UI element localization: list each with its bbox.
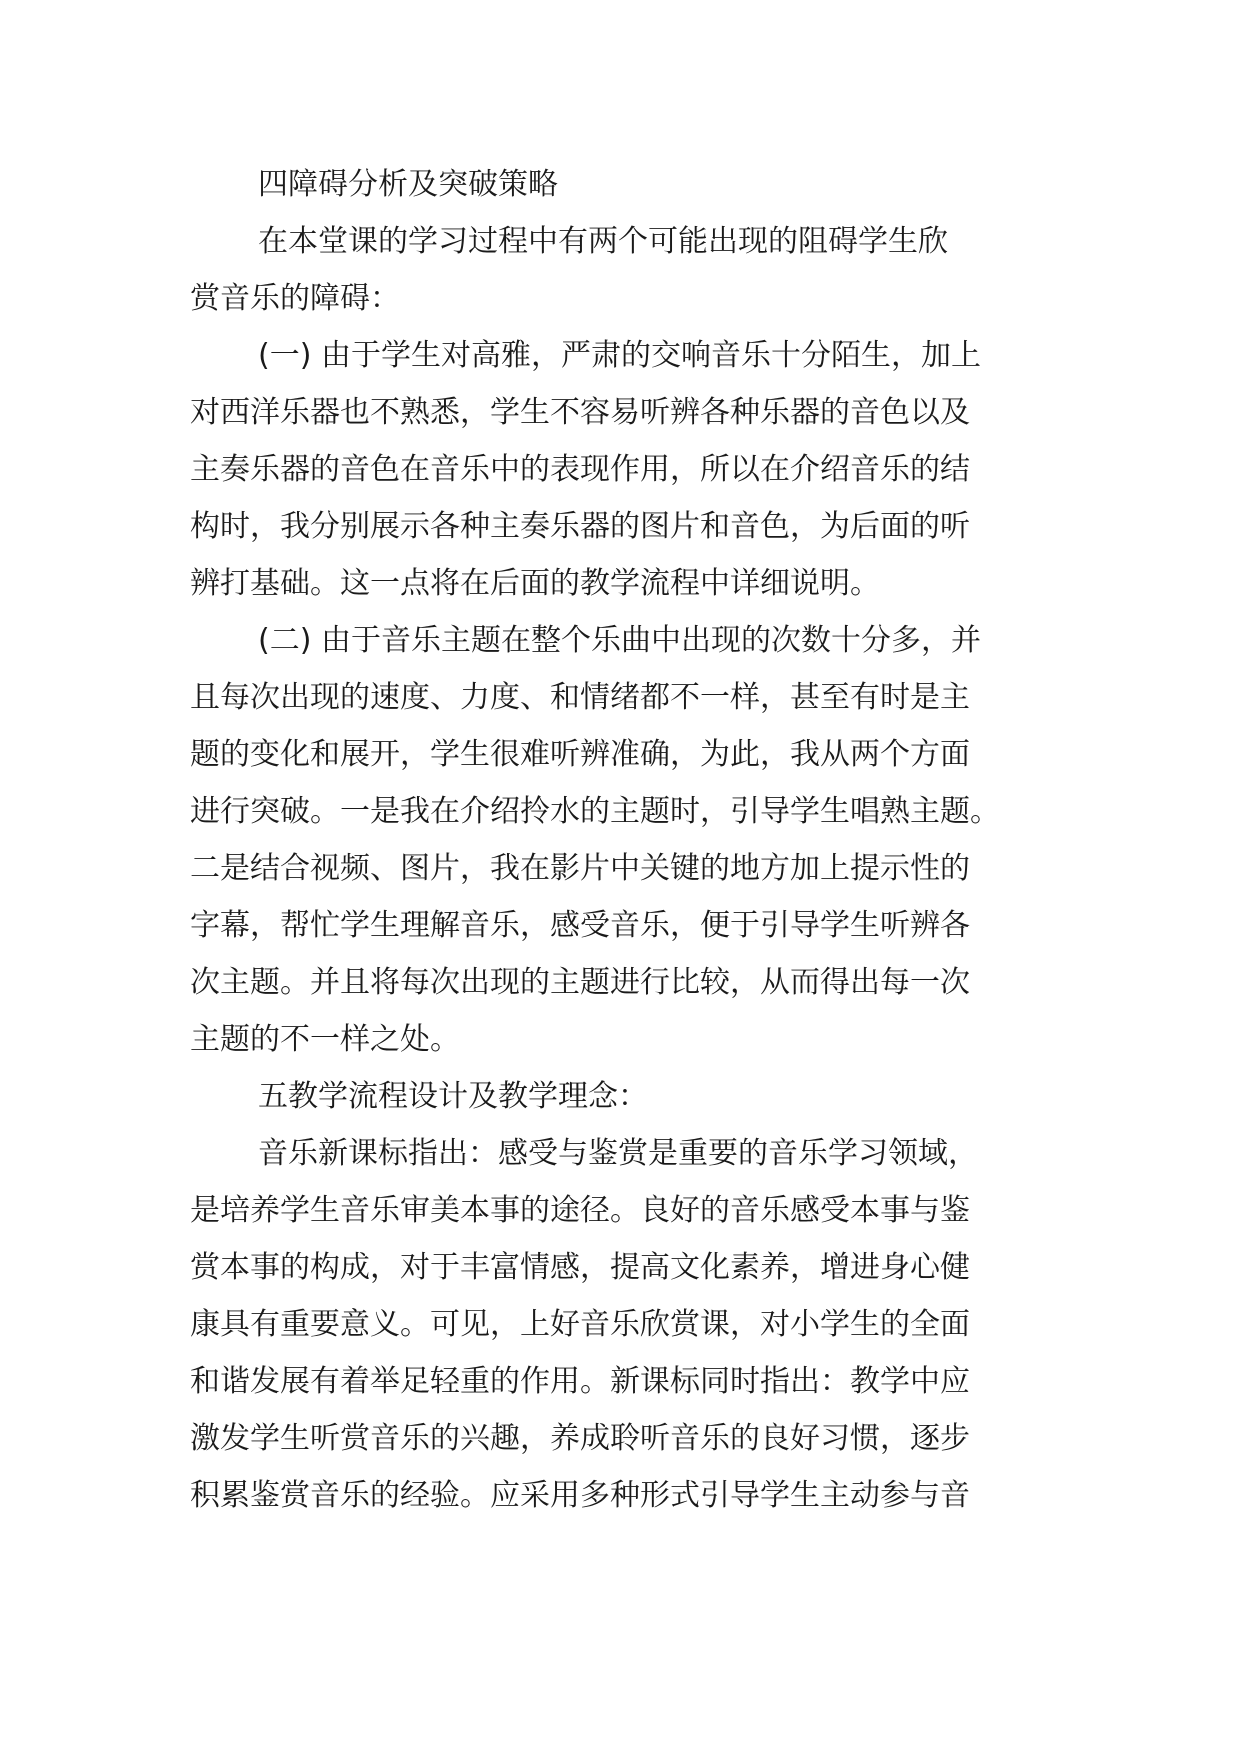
paragraph-line: 积累鉴赏音乐的经验。应采用多种形式引导学生主动参与音 bbox=[190, 1478, 970, 1513]
paragraph-line: 和谐发展有着举足轻重的作用。新课标同时指出：教学中应 bbox=[190, 1364, 970, 1399]
paragraph-line: 在本堂课的学习过程中有两个可能出现的阻碍学生欣 bbox=[258, 224, 948, 259]
paragraph-line: 二是结合视频、图片，我在影片中关键的地方加上提示性的 bbox=[190, 851, 970, 886]
paragraph-line: 字幕，帮忙学生理解音乐，感受音乐，便于引导学生听辨各 bbox=[190, 908, 970, 943]
paragraph-line: (一) 由于学生对高雅，严肃的交响音乐十分陌生，加上 bbox=[258, 338, 981, 373]
paragraph-line: 题的变化和展开，学生很难听辨准确，为此，我从两个方面 bbox=[190, 737, 970, 772]
paragraph-line: 主题的不一样之处。 bbox=[190, 1022, 460, 1057]
section-heading-obstacles: 四障碍分析及突破策略 bbox=[258, 167, 558, 202]
section-heading-teaching-flow: 五教学流程设计及教学理念： bbox=[258, 1079, 648, 1114]
paragraph-line: 辨打基础。这一点将在后面的教学流程中详细说明。 bbox=[190, 566, 880, 601]
paragraph-line: 激发学生听赏音乐的兴趣，养成聆听音乐的良好习惯，逐步 bbox=[190, 1421, 970, 1456]
paragraph-line: 音乐新课标指出：感受与鉴赏是重要的音乐学习领域， bbox=[258, 1136, 978, 1171]
paragraph-line: 构时，我分别展示各种主奏乐器的图片和音色，为后面的听 bbox=[190, 509, 970, 544]
paragraph-line: 主奏乐器的音色在音乐中的表现作用，所以在介绍音乐的结 bbox=[190, 452, 970, 487]
paragraph-line: 赏音乐的障碍： bbox=[190, 281, 400, 316]
paragraph-line: 赏本事的构成，对于丰富情感，提高文化素养，增进身心健 bbox=[190, 1250, 970, 1285]
paragraph-line: 是培养学生音乐审美本事的途径。良好的音乐感受本事与鉴 bbox=[190, 1193, 970, 1228]
paragraph-line: 且每次出现的速度、力度、和情绪都不一样，甚至有时是主 bbox=[190, 680, 970, 715]
paragraph-line: 进行突破。一是我在介绍拎水的主题时，引导学生唱熟主题。 bbox=[190, 794, 1000, 829]
paragraph-line: 康具有重要意义。可见，上好音乐欣赏课，对小学生的全面 bbox=[190, 1307, 970, 1342]
paragraph-line: (二) 由于音乐主题在整个乐曲中出现的次数十分多，并 bbox=[258, 623, 981, 658]
paragraph-line: 次主题。并且将每次出现的主题进行比较，从而得出每一次 bbox=[190, 965, 970, 1000]
paragraph-line: 对西洋乐器也不熟悉，学生不容易听辨各种乐器的音色以及 bbox=[190, 395, 970, 430]
